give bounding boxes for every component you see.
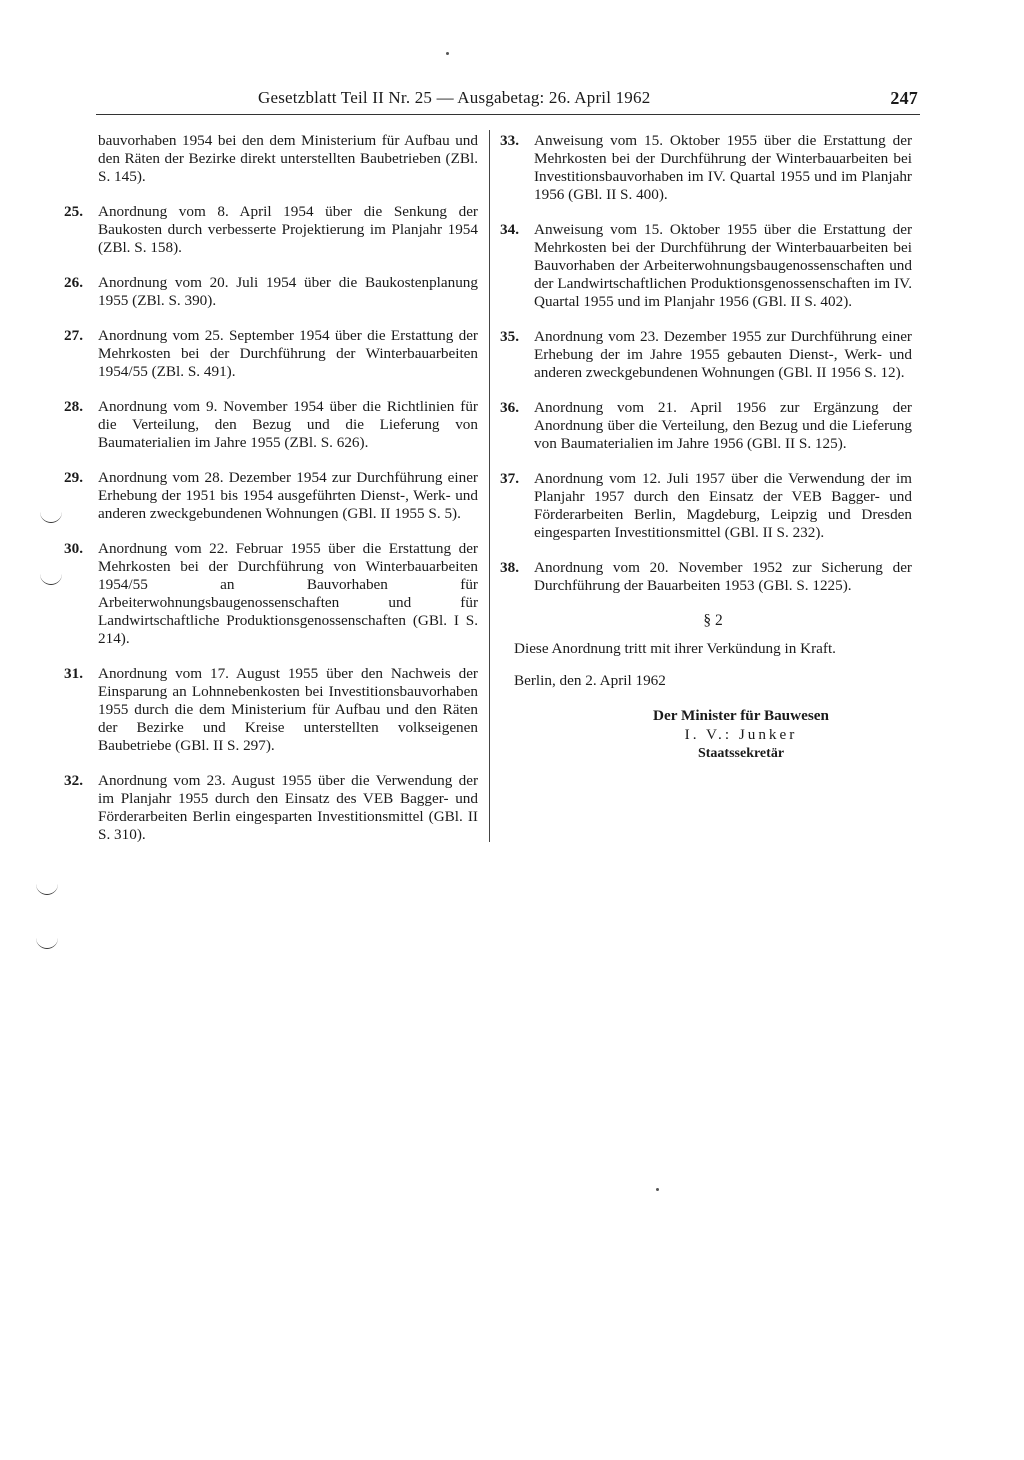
- page-header: [258, 88, 918, 114]
- item-text: Anordnung vom 17. August 1955 über den Nachweis der Einsparung an Lohnnebenkosten bei Investitionsbauvorhaben 1955 durch die dem Ministerium für Aufbau und den Räten der Bezirke und Kreise unterstellten volkseigenen Baubetriebe (GBl. II S. 297).: [98, 665, 478, 754]
- item-number: 37.: [500, 470, 519, 487]
- list-item: [500, 221, 912, 311]
- list-item: [500, 559, 912, 595]
- item-text: Anordnung vom 25. September 1954 über die Erstattung der Mehrkosten bei der Durchführung der Winterbauarbeiten 1954/55 (ZBl. S. 491).: [98, 327, 478, 380]
- scan-speck: [656, 1188, 659, 1191]
- item-text: Anordnung vom 8. April 1954 über die Senkung der Baukosten durch verbesserte Projektierung im Planjahr 1954 (ZBl. S. 158).: [98, 203, 478, 256]
- item-text: Anordnung vom 23. August 1955 über die Verwendung der im Planjahr 1955 durch den Einsatz des VEB Bagger- und Förderarbeiten Berlin eingesparten Investitionsmittel (GBl. II S. 310).: [98, 772, 478, 843]
- item-number: 38.: [500, 559, 519, 576]
- signature-deputy: I. V.: Junker: [684, 726, 798, 743]
- list-item: [64, 203, 478, 257]
- item-text: Anordnung vom 20. November 1952 zur Sicherung der Durchführung der Bauarbeiten 1953 (GBl. S. 1225).: [534, 559, 912, 594]
- continuation-text: bauvorhaben 1954 bei den dem Ministerium für Aufbau und den Räten der Bezirke direkt unterstellten Baubetrieben (ZBl. S. 145).: [98, 132, 478, 185]
- item-text: Anordnung vom 21. April 1956 zur Ergänzung der Anordnung über die Verteilung, den Bezug und die Lieferung von Baumaterialien im Jahre 1956 (GBl. II S. 125).: [534, 399, 912, 452]
- scan-speck: [446, 52, 449, 55]
- effective-clause: Diese Anordnung tritt mit ihrer Verkündung in Kraft.: [514, 640, 836, 657]
- item-number: 35.: [500, 328, 519, 345]
- margin-tick-mark: [36, 882, 58, 895]
- right-column: [500, 132, 912, 763]
- list-item: [64, 540, 478, 648]
- item-number: 27.: [64, 327, 83, 344]
- list-item: [500, 328, 912, 382]
- item-number: 25.: [64, 203, 83, 220]
- item-text: Anordnung vom 9. November 1954 über die Richtlinien für die Verteilung, den Bezug und die Lieferung von Baumaterialien im Jahre 1955 (ZBl. S. 626).: [98, 398, 478, 451]
- margin-tick-mark: [36, 936, 58, 949]
- left-column: [64, 132, 478, 861]
- item-number: 32.: [64, 772, 83, 789]
- page-number: 247: [890, 88, 918, 108]
- list-item: [64, 274, 478, 310]
- item-text: Anordnung vom 28. Dezember 1954 zur Durchführung einer Erhebung der 1951 bis 1954 ausgeführten Dienst-, Werk- und anderen zweckgebundenen Wohnungen (GBl. II 1955 S. 5).: [98, 469, 478, 522]
- item-number: 29.: [64, 469, 83, 486]
- item-text: Anweisung vom 15. Oktober 1955 über die Erstattung der Mehrkosten bei der Durchführung der Winterbauarbeiten bei Bauvorhaben der Arbeiterwohnungsbaugenossenschaften und der Landwirtschaftlichen Produktionsgenossenschaften im IV. Quartal 1955 und im Planjahr 1956 (GBl. II S. 402).: [534, 221, 912, 310]
- section-heading: § 2: [703, 612, 723, 629]
- list-item: [64, 772, 478, 844]
- item-text: Anweisung vom 15. Oktober 1955 über die Erstattung der Mehrkosten bei der Durchführung der Winterbauarbeiten bei Investitionsbauvorhaben im IV. Quartal 1955 und im Planjahr 1956 (GBl. II S. 400).: [534, 132, 912, 203]
- item-number: 28.: [64, 398, 83, 415]
- item-number: 34.: [500, 221, 519, 238]
- header-title: Gesetzblatt Teil II Nr. 25 — Ausgabetag: 26. April 1962: [258, 88, 651, 107]
- signature-organization: Der Minister für Bauwesen: [653, 707, 829, 724]
- list-item: [64, 398, 478, 452]
- signature-rank: Staatssekretär: [697, 746, 785, 761]
- place-date: Berlin, den 2. April 1962: [514, 672, 666, 689]
- item-text: Anordnung vom 12. Juli 1957 über die Verwendung der im Planjahr 1957 durch den Einsatz der VEB Bagger- und Förderarbeiten Berlin, Magdeburg, Leipzig und Dresden eingesparten Investitionsmittel (GBl. II S. 232).: [534, 470, 912, 541]
- column-divider: [489, 130, 490, 842]
- signature-block: [500, 706, 912, 763]
- list-item: [64, 327, 478, 381]
- list-item: [64, 469, 478, 523]
- item-number: 33.: [500, 132, 519, 149]
- item-number: 31.: [64, 665, 83, 682]
- list-item: [500, 470, 912, 542]
- item-number: 26.: [64, 274, 83, 291]
- list-item: [500, 132, 912, 204]
- margin-tick-mark: [40, 510, 62, 523]
- item-number: 36.: [500, 399, 519, 416]
- item-number: 30.: [64, 540, 83, 557]
- list-item: [500, 399, 912, 453]
- header-rule: [96, 114, 920, 115]
- margin-tick-mark: [40, 572, 62, 585]
- item-text: Anordnung vom 22. Februar 1955 über die Erstattung der Mehrkosten bei der Durchführung von Winterbauarbeiten 1954/55 an Bauvorhaben für Arbeiterwohnungsbaugenossenschaften und für Landwirtschaftliche Produktionsgenossenschaften (GBl. I S. 214).: [98, 540, 478, 647]
- list-item: [64, 665, 478, 755]
- item-text: Anordnung vom 23. Dezember 1955 zur Durchführung einer Erhebung der im Jahre 1955 gebauten Dienst-, Werk- und anderen zweckgebundenen Wohnungen (GBl. II 1956 S. 12).: [534, 328, 912, 381]
- item-text: Anordnung vom 20. Juli 1954 über die Baukostenplanung 1955 (ZBl. S. 390).: [98, 274, 478, 309]
